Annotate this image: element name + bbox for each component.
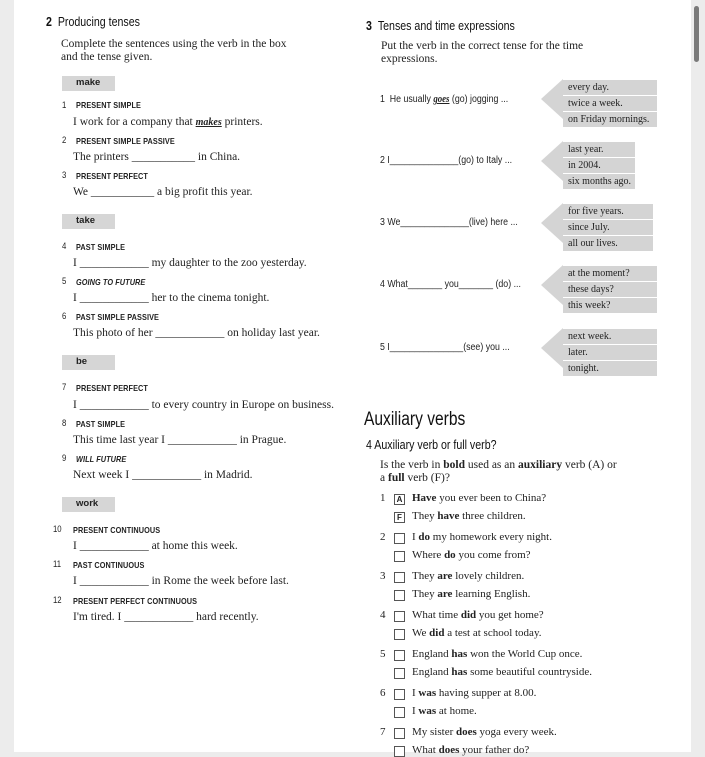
item-number: 4 <box>62 241 67 251</box>
question-sentence: England has won the World Cup once. <box>412 648 583 660</box>
question-sentence: We did a test at school today. <box>412 627 542 639</box>
question-number: 4 <box>380 609 386 621</box>
answer-checkbox[interactable]: A <box>394 494 405 505</box>
tense-label: PRESENT PERFECT CONTINUOUS <box>73 596 198 606</box>
verb-box-take: take <box>62 214 115 229</box>
question-sentence: Have you ever been to China? <box>412 492 547 504</box>
question-number: 6 <box>380 687 386 699</box>
answer-checkbox[interactable] <box>394 533 405 544</box>
cue-pointer <box>541 328 563 368</box>
tense-label: PRESENT SIMPLE <box>76 100 141 110</box>
answer-checkbox[interactable] <box>394 728 405 739</box>
worksheet-page <box>14 0 691 756</box>
question-number: 5 <box>380 648 386 660</box>
tense-sentence-3[interactable]: 3 We______________(live) here ... <box>380 217 518 228</box>
item-number: 7 <box>62 382 67 392</box>
question-number: 7 <box>380 726 386 738</box>
section-heading: Auxiliary verbs <box>364 409 466 430</box>
time-expressions-3: for five years. since July. all our lives. <box>563 204 653 252</box>
item-number: 9 <box>62 453 67 463</box>
item-number: 1 <box>62 100 67 110</box>
question-sentence: They are lovely children. <box>412 570 525 582</box>
tense-sentence-5[interactable]: 5 I_______________(see) you ... <box>380 342 510 353</box>
question-sentence: Where do you come from? <box>412 549 531 561</box>
question-sentence: I was at home. <box>412 705 477 717</box>
question-number: 1 <box>380 492 386 504</box>
exercise-4-instructions: Is the verb in bold used as an auxiliary verb (A) or a full verb (F)? <box>380 459 617 484</box>
exercise-4-title: 4 Auxiliary verb or full verb? <box>366 438 497 452</box>
question-sentence: What does your father do? <box>412 744 530 756</box>
cue-pointer <box>541 203 563 243</box>
item-number: 12 <box>53 595 62 605</box>
cue-pointer <box>541 265 563 305</box>
sentence-blank[interactable]: Next week I ____________ in Madrid. <box>73 469 253 481</box>
exercise-3-title: 3 Tenses and time expressions <box>366 19 515 33</box>
question-sentence: What time did you get home? <box>412 609 544 621</box>
answer-checkbox[interactable] <box>394 590 405 601</box>
time-expressions-4: at the moment? these days? this week? <box>563 266 657 314</box>
sentence-blank[interactable]: The printers ___________ in China. <box>73 151 241 163</box>
tense-label: PAST SIMPLE PASSIVE <box>76 312 160 322</box>
answer-checkbox[interactable] <box>394 572 405 583</box>
time-expressions-5: next week. later. tonight. <box>563 329 657 377</box>
exercise-2-title: 2 Producing tenses <box>46 15 140 29</box>
sentence-blank[interactable]: This photo of her ____________ on holiday last year. <box>73 327 320 339</box>
scrollbar[interactable] <box>694 6 699 62</box>
item-number: 5 <box>62 276 67 286</box>
tense-label: GOING TO FUTURE <box>76 277 146 287</box>
tense-sentence-2[interactable]: 2 I______________(go) to Italy ... <box>380 155 513 166</box>
answer-checkbox[interactable]: F <box>394 512 405 523</box>
item-number: 3 <box>62 170 67 180</box>
tense-label: PAST CONTINUOUS <box>73 560 145 570</box>
answer-example: goes <box>433 94 450 105</box>
item-number: 11 <box>53 559 62 569</box>
sentence-blank[interactable]: We ___________ a big profit this year. <box>73 186 253 198</box>
answer-checkbox[interactable] <box>394 650 405 661</box>
answer-checkbox[interactable] <box>394 668 405 679</box>
time-expressions-1: every day. twice a week. on Friday mornings. <box>563 80 657 128</box>
question-sentence: England has some beautiful countryside. <box>412 666 592 678</box>
sentence-blank[interactable]: This time last year I ____________ in Prague. <box>73 434 287 446</box>
tense-sentence-1: 1 He usually goes (go) jogging ... <box>380 94 509 105</box>
verb-box-be: be <box>62 355 115 370</box>
question-sentence: I do my homework every night. <box>412 531 552 543</box>
answer-checkbox[interactable] <box>394 611 405 622</box>
sentence-blank[interactable]: I ____________ to every country in Europe on business. <box>73 399 334 411</box>
verb-box-make: make <box>62 76 115 91</box>
question-sentence: They are learning English. <box>412 588 531 600</box>
exercise-3-instructions: Put the verb in the correct tense for the time expressions. <box>381 40 584 65</box>
exercise-2-instructions: Complete the sentences using the verb in the box and the tense given. <box>61 38 287 63</box>
tense-label: WILL FUTURE <box>76 454 127 464</box>
answer-checkbox[interactable] <box>394 707 405 718</box>
tense-label: PRESENT CONTINUOUS <box>73 525 161 535</box>
tense-sentence-4[interactable]: 4 What_______ you_______ (do) ... <box>380 279 521 290</box>
sentence-blank[interactable]: I ____________ her to the cinema tonight. <box>73 292 270 304</box>
item-number: 8 <box>62 418 67 428</box>
item-number: 2 <box>62 135 67 145</box>
item-number: 6 <box>62 311 67 321</box>
answer-checkbox[interactable] <box>394 629 405 640</box>
question-sentence: They have three children. <box>412 510 526 522</box>
cue-pointer <box>541 141 563 181</box>
item-number: 10 <box>53 524 62 534</box>
sentence-blank[interactable]: I ____________ my daughter to the zoo yesterday. <box>73 257 307 269</box>
question-number: 3 <box>380 570 386 582</box>
sentence-blank[interactable]: I'm tired. I ____________ hard recently. <box>73 611 259 623</box>
answer-example: makes <box>195 117 222 128</box>
answer-checkbox[interactable] <box>394 689 405 700</box>
sentence-blank[interactable]: I ____________ in Rome the week before last. <box>73 575 289 587</box>
question-sentence: My sister does yoga every week. <box>412 726 557 738</box>
cue-pointer <box>541 79 563 119</box>
tense-label: PAST SIMPLE <box>76 419 126 429</box>
sentence-blank[interactable]: I ____________ at home this week. <box>73 540 238 552</box>
answer-checkbox[interactable] <box>394 551 405 562</box>
verb-box-work: work <box>62 497 115 512</box>
question-sentence: I was having supper at 8.00. <box>412 687 537 699</box>
tense-label: PAST SIMPLE <box>76 242 126 252</box>
time-expressions-2: last year. in 2004. six months ago. <box>563 142 635 190</box>
tense-label: PRESENT PERFECT <box>76 171 148 181</box>
sentence: I work for a company that makes printers. <box>73 116 263 128</box>
tense-label: PRESENT SIMPLE PASSIVE <box>76 136 175 146</box>
tense-label: PRESENT PERFECT <box>76 383 148 393</box>
question-number: 2 <box>380 531 386 543</box>
